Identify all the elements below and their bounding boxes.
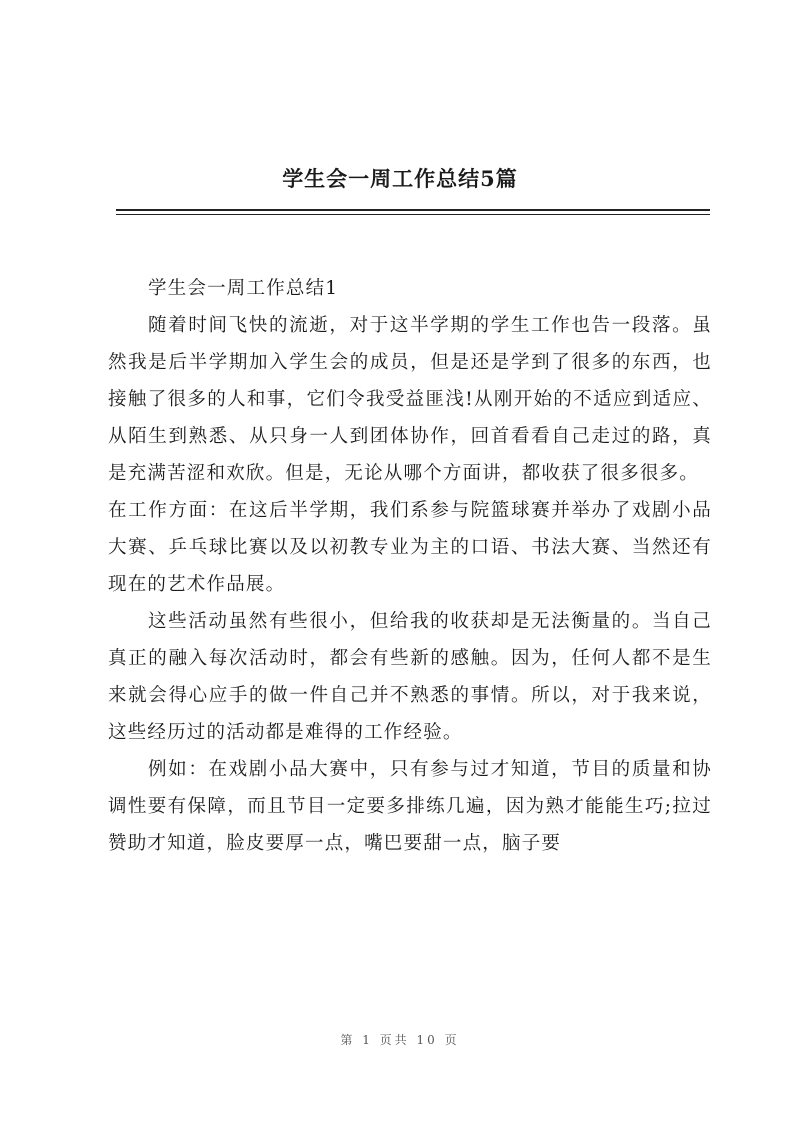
paragraph-3: 这些活动虽然有些很小，但给我的收获却是无法衡量的。当自己真正的融入每次活动时，都会有些新的感触。因为，任何人都不是生来就会得心应手的做一件自己并不熟悉的事情。所以，对于我来说，这些经历过的活动都是难得的工作经验。 bbox=[108, 611, 712, 743]
title-underline-thin bbox=[116, 214, 710, 215]
page-title: 学生会一周工作总结5篇 bbox=[282, 166, 518, 191]
paragraph-2: 在工作方面：在这后半学期，我们系参与院篮球赛并举办了戏剧小品大赛、乒乓球比赛以及以初教专业为主的口语、书法大赛、当然还有现在的艺术作品展。 bbox=[108, 500, 712, 595]
section-heading: 学生会一周工作总结1 bbox=[148, 278, 339, 299]
page-footer: 第 1 页共 10 页 bbox=[340, 1033, 460, 1047]
document-body bbox=[108, 270, 712, 862]
paragraph-1: 随着时间飞快的流逝，对于这半学期的学生工作也告一段落。虽然我是后半学期加入学生会的成员，但是还是学到了很多的东西，也接触了很多的人和事，它们令我受益匪浅!从刚开始的不适应到适应、从陌生到熟悉、从只身一人到团体协作，回首看看自己走过的路，真是充满苦涩和欢欣。但是，无论从哪个方面讲，都收获了很多很多。 bbox=[108, 315, 712, 484]
title-underline bbox=[116, 209, 710, 211]
paragraph-4: 例如：在戏剧小品大赛中，只有参与过才知道，节目的质量和协调性要有保障，而且节目一定要多排练几遍，因为熟才能能生巧;拉过赞助才知道，脸皮要厚一点，嘴巴要甜一点，脑子要 bbox=[108, 759, 712, 854]
